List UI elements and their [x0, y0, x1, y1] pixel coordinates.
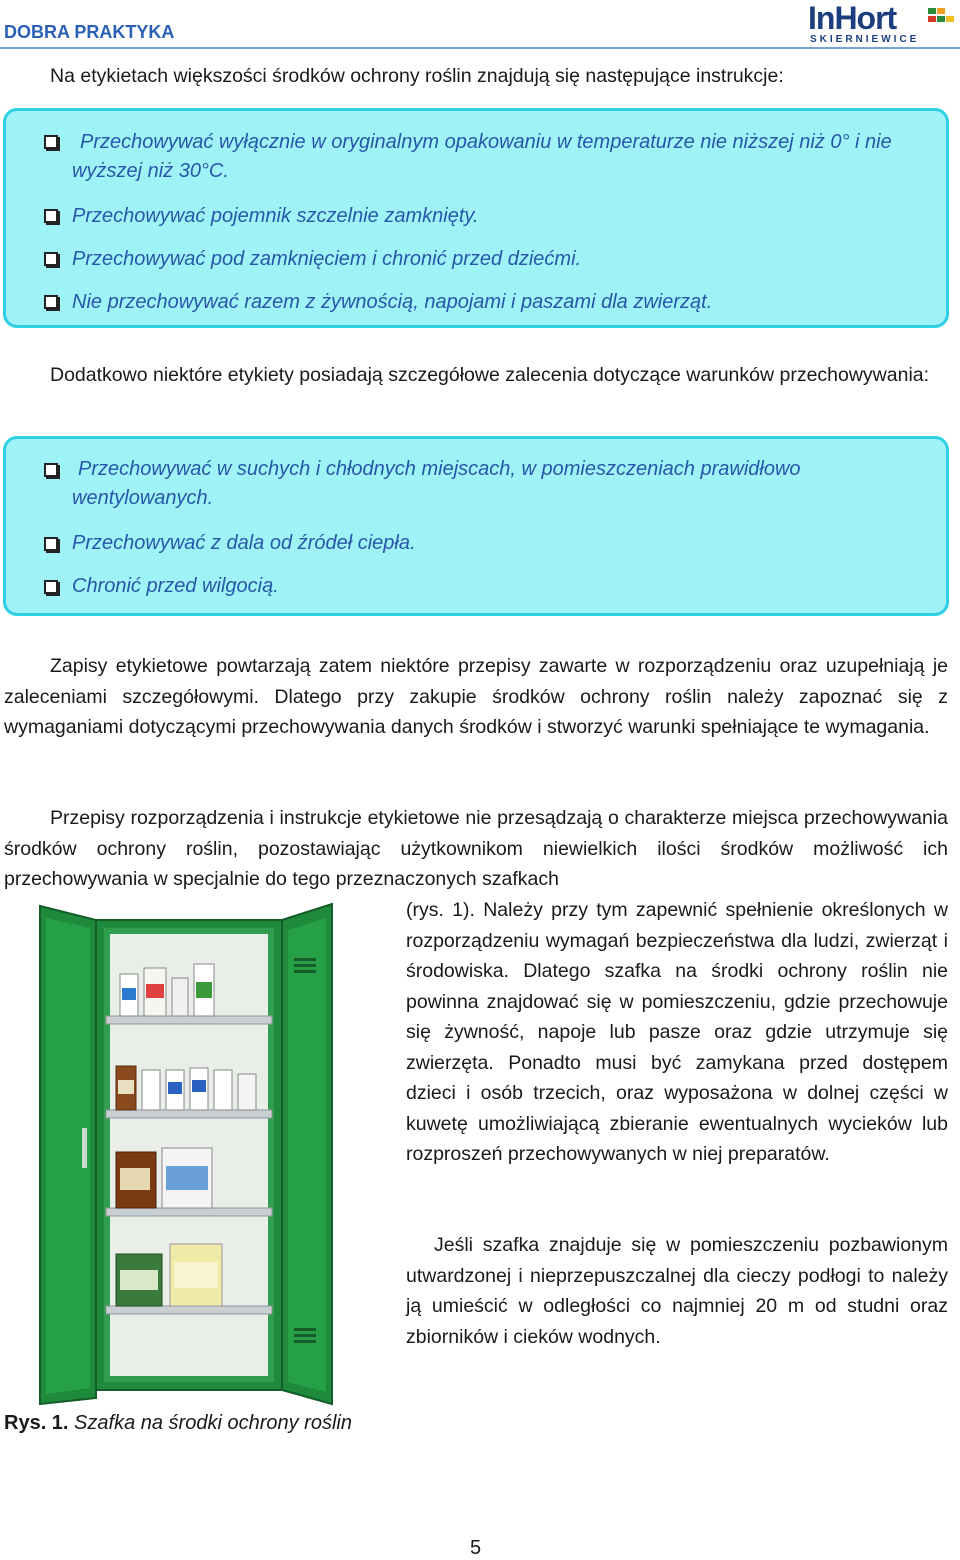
- condition-item: Przechowywać w suchych i chłodnych miejscach, w pomieszczeniach prawidłowo wentylowanych.: [72, 458, 801, 509]
- storage-conditions-box: [3, 436, 949, 616]
- caption-label: Rys. 1.: [4, 1412, 69, 1434]
- condition-item: Przechowywać z dala od źródeł ciepła.: [72, 532, 416, 554]
- checkbox-icon: [44, 463, 58, 477]
- instruction-item: Nie przechowywać razem z żywnością, napojami i paszami dla zwierząt.: [72, 291, 713, 313]
- condition-item: Chronić przed wilgocią.: [72, 575, 279, 597]
- paragraph-requirements: (rys. 1). Należy przy tym zapewnić spełnienie określonych w rozporządzeniu wymagań bezpieczeństwa dla ludzi, zwierząt i środowiska. Dlatego szafka na środki ochrony roślin nie powinna znajdować się w pomieszczeniu, gdzie przechowuje się żywność, napoje lub pasze oraz gdzie utrzymuje się zwierzęta. Ponadto musi być zamykana przed dostępem dzieci i osób trzecich, oraz wyposażona w dolnej części w kuwetę umożliwiającą zbieranie ewentualnych wycieków lub rozproszeń przechowywanych w niej preparatów.: [406, 899, 948, 1165]
- inhort-logo: [806, 0, 960, 48]
- checkbox-icon: [44, 209, 58, 223]
- caption-text: Szafka na środki ochrony roślin: [74, 1412, 352, 1434]
- instruction-item: Przechowywać pojemnik szczelnie zamknięty.: [72, 205, 479, 227]
- figure-caption: [4, 1412, 352, 1435]
- section-label: DOBRA PRAKTYKA: [4, 22, 175, 42]
- instruction-item: Przechowywać wyłącznie w oryginalnym opakowaniu w temperaturze nie niższej niż 0° i nie wyższej niż 30°C.: [72, 131, 892, 182]
- paragraph-location: Jeśli szafka znajduje się w pomieszczeniu pozbawionym utwardzonej i nieprzepuszczalnej dla cieczy podłogi to należy ją umieścić w odległości co najmniej 20 m od studni oraz zbiorników i cieków wodnych.: [406, 1234, 948, 1348]
- checkbox-icon: [44, 537, 58, 551]
- logo-city: SKIERNIEWICE: [810, 34, 920, 45]
- checkbox-icon: [44, 580, 58, 594]
- checkbox-icon: [44, 252, 58, 266]
- checkbox-icon: [44, 295, 58, 309]
- cabinet-figure: [36, 898, 336, 1406]
- page-number: 5: [470, 1537, 482, 1559]
- instruction-item: Przechowywać pod zamknięciem i chronić przed dziećmi.: [72, 248, 582, 270]
- paragraph-label-records: Zapisy etykietowe powtarzają zatem niektóre przepisy zawarte w rozporządzeniu oraz uzupełniają je zaleceniami szczegółowymi. Dlatego przy zakupie środków ochrony roślin należy zapoznać się z wymaganiami dotyczącymi przechowywania danych środków i stworzyć warunki spełniające te wymagania.: [4, 655, 948, 738]
- checkbox-icon: [44, 135, 58, 149]
- cabinet-illustration: [36, 898, 336, 1406]
- logo-wordmark: InHort: [808, 0, 897, 36]
- paragraph-regulations: Przepisy rozporządzenia i instrukcje etykietowe nie przesądzają o charakterze miejsca przechowywania środków ochrony roślin, pozostawiając użytkownikom niewielkich ilości środków możliwość ich przechowywania w specjalnie do tego przeznaczonych szafkach: [4, 807, 948, 890]
- label-instructions-box: [3, 108, 949, 328]
- logo-bars-icon: [928, 8, 958, 32]
- paragraph-additional: Dodatkowo niektóre etykiety posiadają szczegółowe zalecenia dotyczące warunków przechowywania:: [50, 364, 930, 386]
- intro-paragraph: Na etykietach większości środków ochrony roślin znajdują się następujące instrukcje:: [50, 65, 784, 87]
